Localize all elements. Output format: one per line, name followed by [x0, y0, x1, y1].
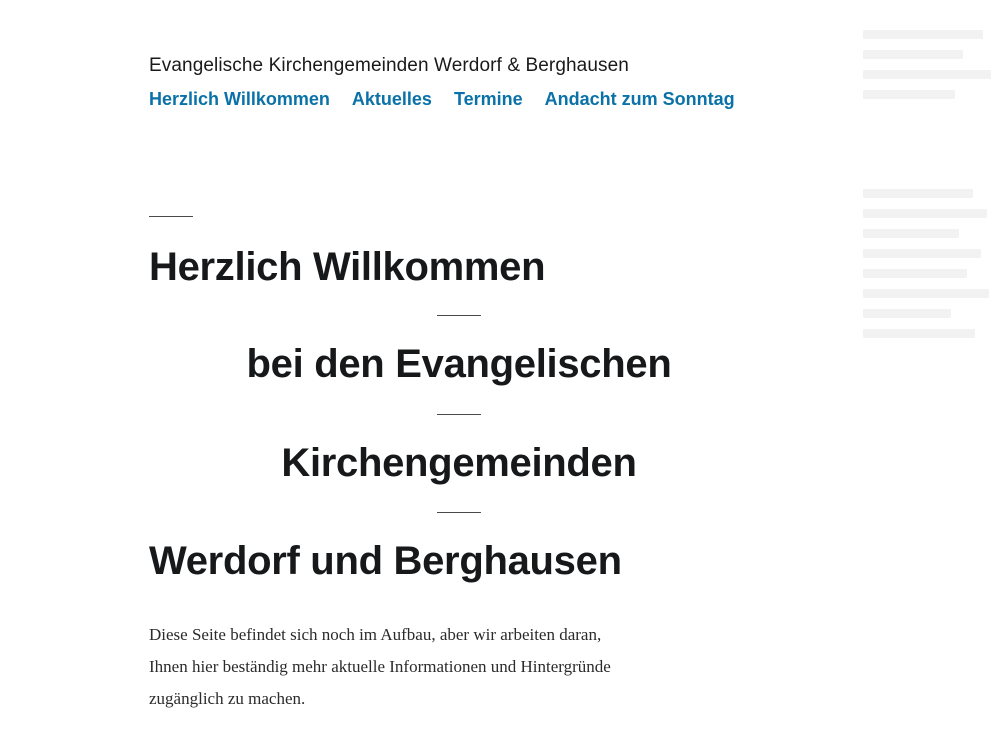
- divider-top: [149, 216, 193, 217]
- page-title-line-2: bei den Evangelischen: [246, 342, 672, 386]
- main-navigation: [149, 86, 849, 112]
- site-title: Evangelische Kirchengemeinden Werdorf & Berghausen: [149, 55, 629, 76]
- nav-item-termine[interactable]: Termine: [453, 89, 523, 109]
- nav-item-andacht-zum-sonntag[interactable]: Andacht zum Sonntag: [544, 89, 735, 109]
- nav-item-aktuelles[interactable]: Aktuelles: [351, 89, 432, 109]
- nav-item-herzlich-willkommen[interactable]: Herzlich Willkommen: [149, 89, 330, 109]
- intro-paragraph: Diese Seite befindet sich noch im Aufbau, aber wir arbeiten daran, Ihnen hier beständig mehr aktuelle Informationen und Hintergründe zugänglich zu machen.: [149, 625, 611, 708]
- divider-3: [437, 512, 481, 513]
- background-ghost-content: [855, 30, 1000, 420]
- page-title-line-3: Kirchengemeinden: [281, 441, 637, 485]
- page-title-line-1: Herzlich Willkommen: [149, 245, 546, 289]
- main-content: [149, 200, 769, 732]
- divider-1: [437, 315, 481, 316]
- page-title-line-4: Werdorf und Berghausen: [149, 539, 622, 583]
- divider-2: [437, 414, 481, 415]
- site-header: [149, 52, 849, 112]
